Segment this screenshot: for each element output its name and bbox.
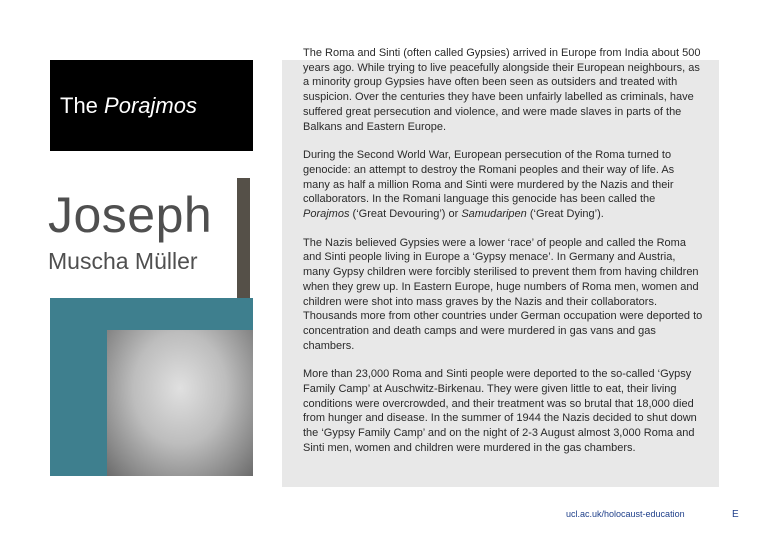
body-text xyxy=(303,46,703,470)
page-number: E xyxy=(732,509,739,520)
portrait-photo xyxy=(107,330,253,476)
term-samudaripen: Samudaripen xyxy=(461,208,527,221)
title-emphasis: Porajmos xyxy=(104,92,197,118)
paragraph-text: (‘Great Devouring’) or xyxy=(349,208,462,221)
title-prefix: The xyxy=(60,92,98,118)
page-title xyxy=(50,60,253,151)
paragraph-text: During the Second World War, European persecution of the Roma turned to genocide: an attempt to destroy the Romani peoples and their way of life. As many as half a million Roma and Sinti were murdered by the Nazis and their collaborators. In the Romani language this genocide has been called the xyxy=(303,149,675,206)
name-accent-bar xyxy=(237,178,250,298)
footer-url-link[interactable]: ucl.ac.uk/holocaust-education xyxy=(566,509,685,519)
paragraph-auschwitz: More than 23,000 Roma and Sinti people were deported to the so-called ‘Gypsy Family Camp’ at Auschwitz-Birkenau. They were given little to eat, their living conditions were overcrowded, and their treatment was so brutal that 18,000 died from hunger and disease. In the summer of 1944 the Nazis decided to shut down the ‘Gypsy Family Camp’ and on the night of 2-3 August almost 3,000 Roma and Sinti men, women and children were murdered in the gas chambers. xyxy=(303,368,697,454)
last-name: Muscha Müller xyxy=(48,248,198,274)
term-porajmos: Porajmos xyxy=(303,208,350,221)
paragraph-text: (‘Great Dying’). xyxy=(526,208,604,221)
portrait-frame xyxy=(50,298,253,476)
paragraph-intro: The Roma and Sinti (often called Gypsies) arrived in Europe from India about 500 years ago. While trying to live peacefully alongside their European neighbours, as a minority group Gypsies have often been seen as outsiders and treated with suspicion. Over the centuries they have been unfairly labelled as criminals, have suffered great persecution and violence, and were made slaves in parts of the Balkans and Eastern Europe. xyxy=(303,47,701,133)
paragraph-genocide xyxy=(303,148,703,222)
first-name: Joseph xyxy=(48,187,213,243)
paragraph-persecution: The Nazis believed Gypsies were a lower ‘race’ of people and called the Roma and Sinti people living in Europe a ‘Gypsy menace’. In Germany and Austria, many Gypsy children were forcibly sterilised to prevent them from having children when they grew up. In Eastern Europe, huge numbers of Roma men, women and children were shot into mass graves by the Nazis and their collaborators. Thousands more from other countries under German occupation were deported to concentration and death camps and were murdered in gas vans and gas chambers. xyxy=(303,236,703,352)
